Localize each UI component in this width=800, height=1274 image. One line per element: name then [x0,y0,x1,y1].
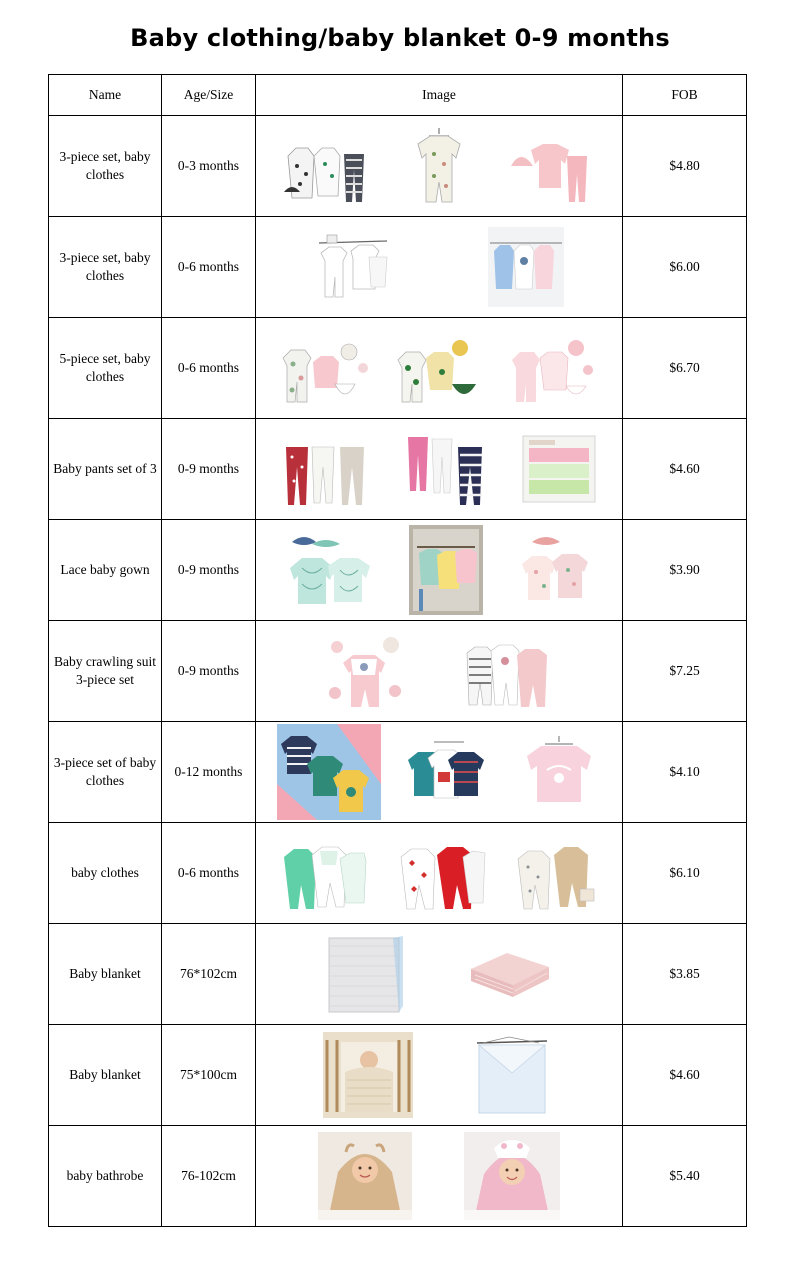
table-row [49,823,747,924]
cell-fob: $4.10 [623,722,747,823]
cell-age-size: 76*102cm [162,924,256,1025]
cell-name [49,722,162,823]
cell-age-size: 0-6 months [162,823,256,924]
product-image-floral-5-piece-set [277,328,372,408]
cell-name [49,419,162,520]
product-image-beige-hooded-towel-baby [318,1132,412,1220]
cell-age-size: 0-6 months [162,318,256,419]
cell-fob: $7.25 [623,621,747,722]
product-image-mint-gown-headband [282,528,377,612]
product-name: Baby crawling suit 3-piece set [54,654,156,687]
product-name: 3-piece set, baby clothes [59,250,151,283]
header-row [49,75,747,116]
product-name: Baby blanket [69,1067,141,1082]
product-image-green-dino-5-piece-set [394,328,484,408]
cell-image [256,116,623,217]
cell-name [49,520,162,621]
cell-age-size: 0-12 months [162,722,256,823]
cell-age-size: 76-102cm [162,1126,256,1227]
product-image-pink-suit-mittens-hat [325,631,405,711]
cell-name [49,1126,162,1227]
cell-image [256,1025,623,1126]
product-name: baby clothes [71,865,139,880]
cell-fob: $6.00 [623,217,747,318]
product-image-pink-striped-pants [402,427,492,511]
product-image-grey-knit-blanket [323,932,407,1016]
cell-name [49,1025,162,1126]
product-name: Baby blanket [69,966,141,981]
product-image-gowns-on-hanger-photo [409,525,483,615]
cell-image [256,823,623,924]
cell-age-size: 75*100cm [162,1025,256,1126]
cell-age-size: 0-6 months [162,217,256,318]
product-image-pink-folded-blanket [465,939,555,1009]
product-image-beige-sleepsuits [514,833,598,913]
cell-fob: $4.60 [623,419,747,520]
table-row [49,1126,747,1227]
cell-name [49,116,162,217]
cell-fob: $6.10 [623,823,747,924]
product-name: Lace baby gown [60,562,150,577]
product-name: Baby pants set of 3 [53,461,157,476]
header-name: Name [49,75,162,116]
cell-age-size: 0-9 months [162,419,256,520]
cell-fob: $4.80 [623,116,747,217]
product-image-baby-in-crib-blanket [323,1032,413,1118]
cell-age-size: 0-9 months [162,520,256,621]
product-image-floral-gowns-headband [516,528,596,612]
cell-image [256,419,623,520]
cell-image [256,318,623,419]
product-name: 5-piece set, baby clothes [59,351,151,384]
cell-name [49,318,162,419]
cell-image [256,217,623,318]
cell-fob: $5.40 [623,1126,747,1227]
header-fob: FOB [623,75,747,116]
table-row [49,924,747,1025]
cell-fob: $3.85 [623,924,747,1025]
product-image-pink-5-piece-set [506,328,601,408]
table-row [49,722,747,823]
table-row [49,1025,747,1126]
cell-fob: $4.60 [623,1025,747,1126]
cell-fob: $6.70 [623,318,747,419]
cell-name [49,217,162,318]
cell-image [256,1126,623,1227]
cell-name [49,823,162,924]
table-row [49,419,747,520]
table-row [49,520,747,621]
cell-image [256,520,623,621]
table-row [49,318,747,419]
cell-age-size: 0-3 months [162,116,256,217]
table-row [49,217,747,318]
product-image-pink-set-with-hat [503,126,598,206]
cell-image [256,924,623,1025]
product-table [48,74,747,1227]
header-age-size: Age/Size [162,75,256,116]
product-image-red-heart-sleepsuits [397,833,487,913]
product-image-white-blanket-hanging [469,1033,555,1117]
product-image-colored-bodysuits-hanger [486,225,566,309]
product-image-crawling-suits-trio [463,631,553,711]
product-image-rompers-hat-pants-set [280,126,375,206]
product-name: 3-piece set, baby clothes [59,149,151,182]
product-image-teal-navy-bodysuits [404,732,494,812]
product-image-pink-hooded-towel-baby [464,1132,560,1220]
product-name: 3-piece set of baby clothes [53,755,157,788]
cell-image [256,621,623,722]
table-row [49,116,747,217]
product-image-red-white-grey-pants [280,427,375,511]
cell-name [49,924,162,1025]
header-image: Image [256,75,623,116]
cell-image [256,722,623,823]
cell-fob: $3.90 [623,520,747,621]
page-title: Baby clothing/baby blanket 0-9 months [130,24,670,52]
product-name: baby bathrobe [66,1168,144,1183]
product-image-bodysuits-blue-pink-background [277,724,381,820]
cell-name [49,621,162,722]
table-row [49,621,747,722]
product-image-floral-romper-hanger [404,124,474,208]
cell-age-size: 0-9 months [162,621,256,722]
product-image-boxed-pants-set [519,432,599,506]
product-image-green-white-sleepsuits [280,833,370,913]
product-image-pink-bodysuit-hanger [517,732,601,812]
product-image-white-rompers-hanger [313,227,393,307]
